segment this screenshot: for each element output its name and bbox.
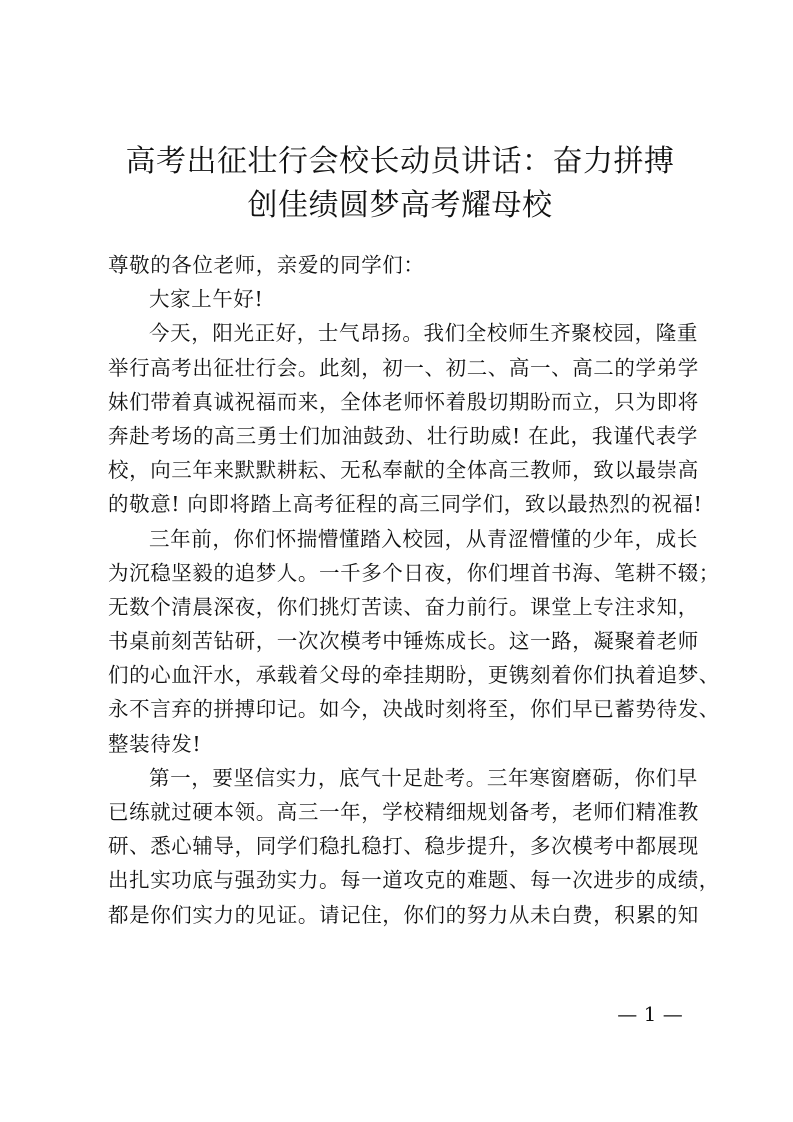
paragraph-3-line: 出扎实功底与强劲实力。每一道攻克的难题、每一次进步的成绩， <box>108 868 720 893</box>
paragraph-2-line: 无数个清晨深夜，你们挑灯苦读、奋力前行。课堂上专注求知， <box>108 594 699 619</box>
paragraph-2-line: 为沉稳坚毅的追梦人。一千多个日夜，你们埋首书海、笔耕不辍； <box>108 560 720 585</box>
paragraph-3-line: 已练就过硬本领。高三一年，学校精细规划备考，老师们精准教 <box>108 800 699 824</box>
paragraph-3-line: 第一，要坚信实力，底气十足赴考。三年寒窗磨砺，你们早 <box>149 765 698 790</box>
speech-body <box>108 248 720 932</box>
page-number: — 1 — <box>617 1002 683 1026</box>
document-title <box>100 140 700 228</box>
title-line-2: 创佳绩圆梦高考耀母校 <box>247 188 553 223</box>
greeting-line: 大家上午好! <box>149 287 264 312</box>
paragraph-1-line: 今天，阳光正好，士气昂扬。我们全校师生齐聚校园，隆重 <box>149 321 698 346</box>
paragraph-2-line: 们的心血汗水，承载着父母的牵挂期盼，更镌刻着你们执着追梦、 <box>108 663 720 688</box>
paragraph-2-line: 书桌前刻苦钻研，一次次模考中锤炼成长。这一路，凝聚着老师 <box>108 629 699 654</box>
paragraph-1-line: 妹们带着真诚祝福而来，全体老师怀着殷切期盼而立，只为即将 <box>108 389 699 414</box>
paragraph-1-line: 举行高考出征壮行会。此刻，初一、初二、高一、高二的学弟学 <box>108 355 699 380</box>
paragraph-1-line: 奔赴考场的高三勇士们加油鼓劲、壮行助威! 在此，我谨代表学 <box>108 423 698 448</box>
paragraph-2-line: 整装待发! <box>108 731 202 756</box>
paragraph-1-line: 校，向三年来默默耕耘、无私奉献的全体高三教师，致以最崇高 <box>108 458 699 483</box>
salutation-line: 尊敬的各位老师，亲爱的同学们： <box>108 253 425 277</box>
paragraph-3-line: 都是你们实力的见证。请记住，你们的努力从未白费，积累的知 <box>108 902 699 927</box>
paragraph-2-line: 永不言弃的拼搏印记。如今，决战时刻将至，你们早已蓄势待发、 <box>108 697 720 722</box>
paragraph-1-line: 的敬意! 向即将踏上高考征程的高三同学们，致以最热烈的祝福! <box>108 492 703 517</box>
paragraph-3-line: 研、悉心辅导，同学们稳扎稳打、稳步提升，多次模考中都展现 <box>108 834 699 859</box>
title-line-1: 高考出征壮行会校长动员讲话：奋力拼搏 <box>125 144 675 179</box>
paragraph-2-line: 三年前，你们怀揣懵懂踏入校园，从青涩懵懂的少年，成长 <box>149 526 698 551</box>
